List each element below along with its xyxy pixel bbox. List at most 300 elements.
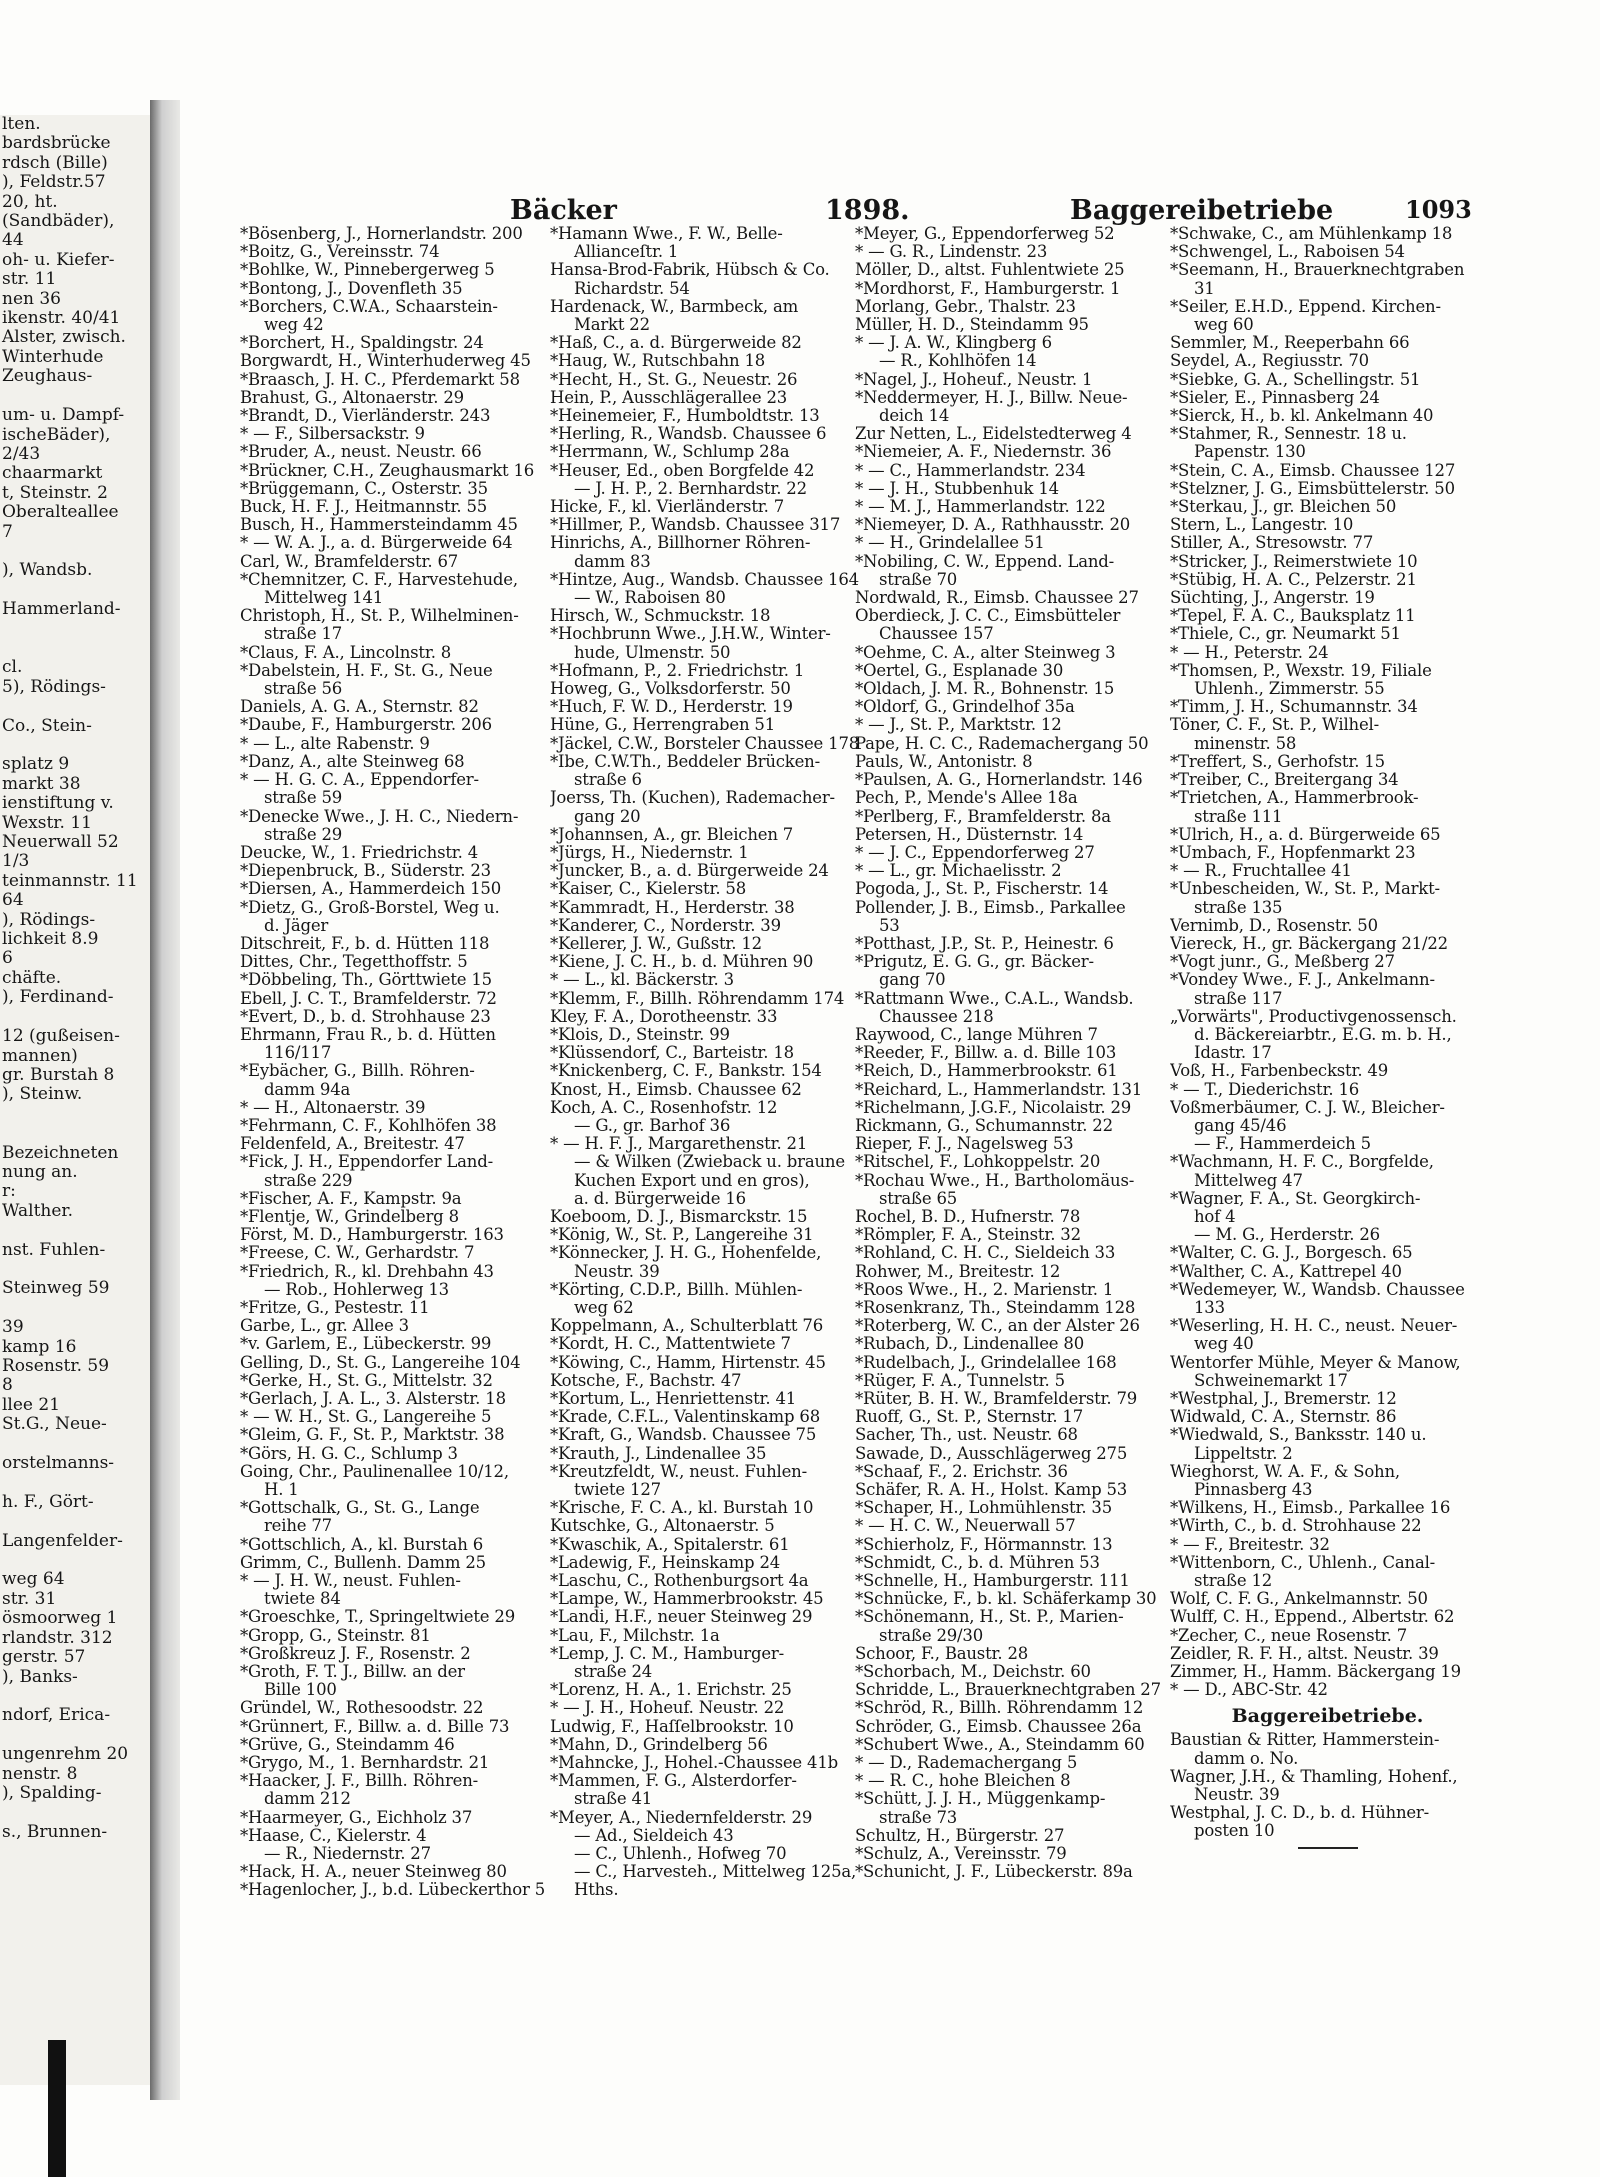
entry-continuation: — M. G., Herderstr. 26: [1194, 1225, 1380, 1245]
directory-entry: Kley, F. A., Dorotheenstr. 33: [550, 1006, 778, 1026]
strip-line: Wexstr. 11: [2, 812, 92, 833]
directory-entry: *Hochbrunn Wwe., J.H.W., Winter-: [550, 624, 831, 644]
directory-entry: Westphal, J. C. D., b. d. Hühner-: [1170, 1803, 1429, 1823]
directory-entry: *Gottschalk, G., St. G., Lange: [240, 1498, 480, 1518]
directory-entry: *Hintze, Aug., Wandsb. Chaussee 164: [550, 569, 859, 589]
directory-entry: * — R., Fruchtallee 41: [1170, 861, 1352, 881]
directory-entry: *Großkreuz J. F., Rosenstr. 2: [240, 1643, 471, 1663]
directory-entry: Morlang, Gebr., Thalstr. 23: [855, 296, 1076, 316]
directory-entry: *Oertel, G., Esplanade 30: [855, 660, 1064, 680]
strip-line: [0, 1512, 150, 1531]
directory-entry: *Stübig, H. A. C., Pelzerstr. 21: [1170, 569, 1417, 589]
directory-entry: * — H., Peterstr. 24: [1170, 642, 1329, 662]
directory-entry: *Mordhorst, F., Hamburgerstr. 1: [855, 278, 1121, 298]
directory-entry: *Schröd, R., Billh. Röhrendamm 12: [855, 1698, 1144, 1718]
directory-entry: * — J., St. P., Marktstr. 12: [855, 715, 1062, 735]
directory-entry: *Treffert, S., Gerhofstr. 15: [1170, 751, 1385, 771]
strip-line: ), Ferdinand-: [2, 987, 114, 1008]
directory-entry: *Ulrich, H., a. d. Bürgerweide 65: [1170, 824, 1441, 844]
strip-line: str. 31: [2, 1588, 57, 1609]
entry-continuation: Mittelweg 47: [1194, 1170, 1303, 1190]
directory-entry: *Schubert Wwe., A., Steindamm 60: [855, 1734, 1145, 1754]
directory-entry: *Nobiling, C. W., Eppend. Land-: [855, 551, 1115, 571]
directory-entry: Hüne, G., Herrengraben 51: [550, 715, 776, 735]
directory-entry: *Schulz, A., Vereinsstr. 79: [855, 1844, 1067, 1864]
directory-entry: Vernimb, D., Rosenstr. 50: [1170, 915, 1378, 935]
directory-entry: *Rüter, B. H. W., Bramfelderstr. 79: [855, 1389, 1138, 1408]
directory-entry: *Schnücke, F., b. kl. Schäferkamp 30: [855, 1589, 1157, 1609]
directory-entry: „Vorwärts", Productivgenossensch.: [1170, 1006, 1457, 1026]
directory-entry: *Ibe, C.W.Th., Beddeler Brücken-: [550, 751, 820, 771]
directory-entry: *Gleim, G. F., St. P., Marktstr. 38: [240, 1425, 505, 1445]
directory-entry: * — H. F. J., Margarethenstr. 21: [550, 1134, 808, 1154]
directory-entry: *Mahncke, J., Hohel.-Chaussee 41b: [550, 1753, 838, 1773]
strip-line: 2/43: [2, 443, 41, 464]
entry-continuation: minenstr. 58: [1194, 733, 1297, 753]
directory-entry: *Wagner, F. A., St. Georgkirch-: [1170, 1188, 1421, 1208]
directory-entry: *Richelmann, J.G.F., Nicolaistr. 29: [855, 1097, 1132, 1117]
header-left-title: Bäcker: [510, 195, 617, 226]
entry-continuation: weg 62: [574, 1297, 634, 1317]
directory-entry: Dittes, Chr., Tegetthoffstr. 5: [240, 952, 468, 972]
directory-entry: *Huch, F. W. D., Herderstr. 19: [550, 697, 793, 717]
column-2: [550, 225, 865, 1900]
directory-entry: * — F., Silbersackstr. 9: [240, 424, 425, 444]
directory-entry: *Mahn, D., Grindelberg 56: [550, 1734, 768, 1754]
directory-entry: *Timm, J. H., Schumannstr. 34: [1170, 697, 1418, 717]
directory-entry: *Haug, W., Rutschbahn 18: [550, 351, 766, 371]
directory-entry: *Weserling, H. H. C., neust. Neuer-: [1170, 1316, 1458, 1336]
directory-entry: Schröder, G., Eimsb. Chaussee 26a: [855, 1716, 1142, 1736]
directory-entry: *Thiele, C., gr. Neumarkt 51: [1170, 624, 1401, 644]
directory-entry: Pollender, J. B., Eimsb., Parkallee: [855, 897, 1126, 917]
directory-entry: Ludwig, F., Haſſelbrookstr. 10: [550, 1716, 794, 1736]
strip-line: 12 (gußeisen-: [2, 1026, 120, 1047]
directory-entry: * — C., Hammerlandstr. 234: [855, 460, 1086, 480]
entry-continuation: straße 12: [1194, 1571, 1273, 1591]
directory-entry: * — D., ABC-Str. 42: [1170, 1680, 1328, 1700]
directory-entry: *Boitz, G., Vereinsstr. 74: [240, 242, 440, 262]
directory-entry: *Juncker, B., a. d. Bürgerweide 24: [550, 861, 829, 881]
strip-line: Zeughaus-: [2, 366, 93, 387]
directory-entry: *Groeschke, T., Springeltwiete 29: [240, 1607, 516, 1627]
strip-line: oh- u. Kiefer-: [2, 249, 115, 270]
entry-continuation: straße 56: [264, 679, 343, 699]
entry-continuation: Papenstr. 130: [1194, 442, 1306, 462]
strip-line: splatz 9: [2, 754, 70, 775]
strip-line: [0, 1726, 150, 1745]
strip-line: 7: [2, 521, 13, 542]
directory-entry: *Bontong, J., Dovenfleth 35: [240, 278, 463, 298]
directory-entry: Schridde, L., Brauerknechtgraben 27: [855, 1680, 1161, 1700]
directory-entry: *Schwake, C., am Mühlenkamp 18: [1170, 225, 1453, 243]
directory-entry: Kotsche, F., Bachstr. 47: [550, 1370, 742, 1390]
directory-entry: *Hecht, H., St. G., Neuestr. 26: [550, 369, 798, 389]
directory-entry: Wagner, J.H., & Thamling, Hohenf.,: [1170, 1766, 1458, 1786]
entry-continuation: H. 1: [264, 1480, 299, 1500]
directory-entry: Rochel, B. D., Hufnerstr. 78: [855, 1206, 1081, 1226]
directory-entry: *Borchert, H., Spaldingstr. 24: [240, 333, 484, 353]
directory-entry: *Zecher, C., neue Rosenstr. 7: [1170, 1625, 1408, 1645]
directory-entry: *Schierholz, F., Hörmannstr. 13: [855, 1534, 1113, 1554]
entry-continuation: gang 20: [574, 806, 641, 826]
directory-entry: * — M. J., Hammerlandstr. 122: [855, 497, 1106, 517]
strip-line: Bezeichneten: [2, 1142, 119, 1163]
entry-continuation: hof 4: [1194, 1206, 1236, 1226]
directory-entry: *Brüggemann, C., Osterstr. 35: [240, 478, 488, 498]
directory-entry: Zimmer, H., Hamm. Bäckergang 19: [1170, 1662, 1461, 1682]
directory-entry: *Döbbeling, Th., Görttwiete 15: [240, 970, 492, 990]
directory-entry: *Krade, C.F.L., Valentinskamp 68: [550, 1407, 821, 1427]
entry-continuation: — R., Kohlhöfen 14: [879, 351, 1037, 371]
directory-entry: Hein, P., Ausschlägerallee 23: [550, 387, 788, 407]
directory-entry: Ehrmann, Frau R., b. d. Hütten: [240, 1024, 496, 1044]
strip-line: 8: [2, 1375, 13, 1396]
strip-line: ), Steinw.: [2, 1084, 83, 1105]
entry-continuation: 133: [1194, 1297, 1225, 1317]
directory-entry: Gründel, W., Rothesoodstr. 22: [240, 1698, 484, 1718]
directory-entry: Ebell, J. C. T., Bramfelderstr. 72: [240, 988, 497, 1008]
entry-continuation: — C., Harvesteh., Mittelweg 125a,: [574, 1862, 857, 1882]
entry-continuation: damm 83: [574, 551, 651, 571]
column-1: [240, 225, 555, 1900]
entry-continuation: damm 212: [264, 1789, 351, 1809]
entry-continuation: weg 40: [1194, 1334, 1254, 1354]
directory-entry: *Rattmann Wwe., C.A.L., Wandsb.: [855, 988, 1134, 1008]
binding-mark: [48, 2040, 66, 2177]
directory-entry: Töner, C. F., St. P., Wilhel-: [1170, 715, 1379, 735]
strip-line: str. 11: [2, 269, 57, 290]
strip-line: cl.: [2, 657, 23, 678]
directory-entry: Stern, L., Langestr. 10: [1170, 515, 1354, 535]
entry-continuation: — Rob., Hohlerweg 13: [264, 1279, 449, 1299]
directory-entry: Nordwald, R., Eimsb. Chaussee 27: [855, 588, 1139, 608]
directory-entry: *Laschu, C., Rothenburgsort 4a: [550, 1571, 809, 1591]
directory-entry: *Vondey Wwe., F. J., Ankelmann-: [1170, 970, 1435, 990]
directory-entry: *Haase, C., Kielerstr. 4: [240, 1825, 427, 1845]
strip-line: Rosenstr. 59: [2, 1356, 110, 1376]
strip-line: Steinweg 59: [2, 1278, 110, 1299]
strip-line: um- u. Dampf-: [2, 405, 125, 426]
directory-entry: *Brückner, C.H., Zeughausmarkt 16: [240, 460, 535, 480]
directory-entry: Pogoda, J., St. P., Fischerstr. 14: [855, 879, 1109, 899]
directory-entry: *Perlberg, F., Bramfelderstr. 8a: [855, 806, 1111, 826]
directory-entry: *Trietchen, A., Hammerbrook-: [1170, 788, 1419, 808]
directory-entry: Howeg, G., Volksdorferstr. 50: [550, 679, 791, 699]
strip-line: Walther.: [2, 1200, 74, 1221]
strip-line: Co., Stein-: [2, 715, 92, 736]
page-header: [195, 195, 1480, 227]
directory-entry: *Hillmer, P., Wandsb. Chaussee 317: [550, 515, 841, 535]
entry-continuation: damm 94a: [264, 1079, 351, 1099]
directory-entry: *Kanderer, C., Norderstr. 39: [550, 915, 781, 935]
directory-entry: * — H. G. C. A., Eppendorfer-: [240, 770, 479, 790]
strip-line: llee 21: [2, 1394, 61, 1415]
directory-entry: *Siebke, G. A., Schellingstr. 51: [1170, 369, 1421, 389]
entry-continuation: — C., Uhlenh., Hofweg 70: [574, 1844, 787, 1864]
strip-line: Oberalteallee: [2, 502, 119, 523]
strip-line: [0, 1687, 150, 1706]
directory-entry: *Lorenz, H. A., 1. Erichstr. 25: [550, 1680, 792, 1700]
directory-entry: Brahust, G., Altonaerstr. 29: [240, 387, 464, 407]
directory-entry: Zur Netten, L., Eidelstedterweg 4: [855, 424, 1132, 444]
page-number: 1093: [1405, 195, 1472, 224]
strip-line: ndorf, Erica-: [2, 1705, 111, 1726]
directory-entry: *Wittenborn, C., Uhlenh., Canal-: [1170, 1552, 1436, 1572]
directory-entry: *Schaper, H., Lohmühlenstr. 35: [855, 1498, 1113, 1518]
directory-entry: *Tepel, F. A. C., Bauksplatz 11: [1170, 606, 1416, 626]
strip-line: markt 38: [2, 773, 81, 794]
directory-entry: Kutschke, G., Altonaerstr. 5: [550, 1516, 775, 1536]
strip-line: Hammerland-: [2, 599, 121, 620]
directory-entry: *Thomsen, P., Wexstr. 19, Filiale: [1170, 660, 1432, 680]
directory-entry: *Reeder, F., Billw. a. d. Bille 103: [855, 1043, 1117, 1063]
directory-entry: *Roos Wwe., H., 2. Marienstr. 1: [855, 1279, 1114, 1299]
strip-line: t, Steinstr. 2: [2, 482, 109, 503]
directory-entry: *Kordt, H. C., Mattentwiete 7: [550, 1334, 791, 1354]
directory-entry: * — H. C. W., Neuerwall 57: [855, 1516, 1076, 1536]
directory-entry: Zeidler, R. F. H., altst. Neustr. 39: [1170, 1643, 1439, 1663]
directory-entry: *Evert, D., b. d. Strohhause 23: [240, 1006, 491, 1026]
previous-page-strip: [0, 115, 150, 2085]
strip-line: nst. Fuhlen-: [2, 1239, 106, 1260]
directory-entry: *v. Garlem, E., Lübeckerstr. 99: [240, 1334, 492, 1354]
directory-entry: *Köwing, C., Hamm, Hirtenstr. 45: [550, 1352, 826, 1372]
strip-line: ungenrehm 20: [2, 1744, 129, 1765]
strip-line: s., Brunnen-: [2, 1821, 108, 1842]
directory-entry: *Meyer, G., Eppendorferweg 52: [855, 225, 1115, 243]
directory-entry: Hinrichs, A., Billhorner Röhren-: [550, 533, 811, 553]
directory-entry: *Landi, H.F., neuer Steinweg 29: [550, 1607, 813, 1627]
directory-entry: *Westphal, J., Bremerstr. 12: [1170, 1389, 1397, 1408]
strip-line: Alster, zwisch.: [2, 327, 126, 348]
directory-entry: *Schaaf, F., 2. Erichstr. 36: [855, 1461, 1068, 1481]
entry-continuation: gang 70: [879, 970, 946, 990]
strip-line: weg 64: [2, 1569, 65, 1590]
entry-continuation: straße 111: [1194, 806, 1283, 826]
directory-entry: *Seiler, E.H.D., Eppend. Kirchen-: [1170, 296, 1441, 316]
strip-line: [0, 581, 150, 600]
directory-entry: Gelling, D., St. G., Langereihe 104: [240, 1352, 521, 1372]
entry-continuation: Richardstr. 54: [574, 278, 690, 298]
directory-entry: *Prigutz, E. G. G., gr. Bäcker-: [855, 952, 1094, 972]
entry-continuation: straße 17: [264, 624, 343, 644]
directory-entry: *Oldorf, G., Grindelhof 35a: [855, 697, 1075, 717]
directory-entry: Raywood, C., lange Mühren 7: [855, 1024, 1098, 1044]
entry-continuation: straße 41: [574, 1789, 653, 1809]
entry-continuation: twiete 84: [264, 1589, 341, 1609]
entry-continuation: Neustr. 39: [574, 1261, 660, 1281]
directory-entry: *Krauth, J., Lindenallee 35: [550, 1443, 767, 1463]
strip-line: [0, 1299, 150, 1318]
directory-entry: Voß, H., Farbenbeckstr. 49: [1170, 1061, 1389, 1081]
directory-entry: *Knickenberg, C. F., Bankstr. 154: [550, 1061, 822, 1081]
entry-continuation: Bille 100: [264, 1680, 337, 1700]
directory-entry: Pauls, W., Antonistr. 8: [855, 751, 1033, 771]
directory-entry: *Könnecker, J. H. G., Hohenfelde,: [550, 1243, 822, 1263]
directory-entry: *Kiene, J. C. H., b. d. Mühren 90: [550, 952, 814, 972]
strip-line: rdsch (Bille): [2, 152, 108, 173]
directory-entry: *Ladewig, F., Heinskamp 24: [550, 1552, 781, 1572]
directory-entry: Borgwardt, H., Winterhuderweg 45: [240, 351, 531, 371]
directory-entry: Sawade, D., Ausschlägerweg 275: [855, 1443, 1128, 1463]
directory-entry: *Treiber, C., Breitergang 34: [1170, 770, 1399, 790]
entry-continuation: straße 70: [879, 569, 958, 589]
directory-entry: *Flentje, W., Grindelberg 8: [240, 1206, 459, 1226]
directory-entry: *Seemann, H., Brauerknechtgraben: [1170, 260, 1465, 280]
directory-entry: Stiller, A., Stresowstr. 77: [1170, 533, 1374, 553]
entry-continuation: — G., gr. Barhof 36: [574, 1115, 731, 1135]
directory-entry: *Stahmer, R., Sennestr. 18 u.: [1170, 424, 1407, 444]
strip-line: [0, 1008, 150, 1027]
directory-entry: *Jürgs, H., Niedernstr. 1: [550, 842, 749, 862]
strip-line: ), Banks-: [2, 1666, 78, 1687]
strip-line: gerstr. 57: [2, 1647, 86, 1668]
strip-line: teinmannstr. 11: [2, 870, 138, 891]
directory-entry: Semmler, M., Reeperbahn 66: [1170, 333, 1410, 353]
directory-entry: *Römpler, F. A., Steinstr. 32: [855, 1225, 1081, 1245]
directory-entry: *Paulsen, A. G., Hornerlandstr. 146: [855, 770, 1143, 790]
directory-entry: *Rubach, D., Lindenallee 80: [855, 1334, 1085, 1354]
directory-entry: *Wachmann, H. F. C., Borgfelde,: [1170, 1152, 1434, 1172]
directory-entry: Seydel, A., Regiusstr. 70: [1170, 351, 1369, 371]
directory-entry: *Diepenbruck, B., Süderstr. 23: [240, 861, 491, 881]
strip-line: lichkeit 8.9: [2, 929, 99, 950]
directory-entry: *Sterkau, J., gr. Bleichen 50: [1170, 497, 1397, 517]
entry-continuation: Uhlenh., Zimmerstr. 55: [1194, 679, 1385, 699]
entry-continuation: straße 29/30: [879, 1625, 984, 1645]
strip-line: ischeBäder),: [2, 424, 111, 445]
strip-line: nung an.: [2, 1161, 78, 1182]
directory-entry: *Schorbach, M., Deichstr. 60: [855, 1662, 1091, 1682]
directory-entry: Widwald, C. A., Sternstr. 86: [1170, 1407, 1397, 1427]
entry-continuation: straße 29: [264, 824, 343, 844]
directory-entry: *Kortum, L., Henriettenstr. 41: [550, 1389, 797, 1408]
entry-continuation: Allianceſtr. 1: [574, 242, 679, 262]
strip-line: 20, ht.: [2, 191, 58, 212]
strip-line: bardsbrücke: [2, 133, 111, 154]
strip-line: ), Wandsb.: [2, 560, 93, 581]
strip-line: [0, 1435, 150, 1454]
directory-entry: *Reichard, L., Hammerlandstr. 131: [855, 1079, 1143, 1099]
directory-entry: Feldenfeld, A., Breitestr. 47: [240, 1134, 465, 1154]
directory-entry: *Denecke Wwe., J. H. C., Niedern-: [240, 806, 519, 826]
directory-entry: *Schnelle, H., Hamburgerstr. 111: [855, 1571, 1130, 1591]
directory-entry: *Rüger, F. A., Tunnelstr. 5: [855, 1370, 1065, 1390]
directory-entry: Ruoff, G., St. P., Sternstr. 17: [855, 1407, 1084, 1427]
directory-entry: *Fischer, A. F., Kampstr. 9a: [240, 1188, 462, 1208]
directory-entry: Oberdieck, J. C. C., Eimsbütteler: [855, 606, 1121, 626]
directory-entry: Viereck, H., gr. Bäckergang 21/22: [1170, 933, 1448, 953]
strip-line: [0, 736, 150, 755]
directory-entry: *Grygo, M., 1. Bernhardstr. 21: [240, 1753, 490, 1773]
directory-entry: Pape, H. C. C., Rademachergang 50: [855, 733, 1149, 753]
directory-entry: *Gerlach, J. A. L., 3. Alsterstr. 18: [240, 1389, 506, 1408]
directory-entry: * — R. C., hohe Bleichen 8: [855, 1771, 1071, 1791]
directory-entry: Garbe, L., gr. Allee 3: [240, 1316, 409, 1336]
directory-entry: Süchting, J., Angerstr. 19: [1170, 588, 1375, 608]
strip-line: 1/3: [2, 851, 30, 872]
directory-entry: *Eybächer, G., Billh. Röhren-: [240, 1061, 475, 1081]
directory-entry: *Hofmann, P., 2. Friedrichstr. 1: [550, 660, 805, 680]
directory-entry: *Bohlke, W., Pinnebergerweg 5: [240, 260, 495, 280]
entry-continuation: straße 117: [1194, 988, 1283, 1008]
directory-entry: *Kwaschik, A., Spitalerstr. 61: [550, 1534, 790, 1554]
directory-entry: *Kaiser, C., Kielerstr. 58: [550, 879, 747, 899]
column-4: [1170, 225, 1485, 1855]
entry-continuation: damm o. No.: [1194, 1748, 1299, 1768]
strip-line: ), Spalding-: [2, 1782, 102, 1803]
directory-entry: * — J. A. W., Klingberg 6: [855, 333, 1052, 353]
directory-entry: *Heinemeier, F., Humboldtstr. 13: [550, 406, 820, 426]
directory-entry: * — L., kl. Bäckerstr. 3: [550, 970, 734, 990]
strip-line: 64: [2, 890, 24, 911]
directory-entry: Voßmerbäumer, C. J. W., Bleicher-: [1170, 1097, 1445, 1117]
entry-continuation: gang 45/46: [1194, 1115, 1287, 1135]
end-rule: [1298, 1847, 1358, 1849]
directory-entry: Wentorfer Mühle, Meyer & Manow,: [1170, 1352, 1461, 1372]
directory-entry: Pech, P., Mende's Allee 18a: [855, 788, 1078, 808]
directory-entry: * — J. H., Stubbenhuk 14: [855, 478, 1059, 498]
entry-continuation: reihe 77: [264, 1516, 332, 1536]
directory-entry: *König, W., St. P., Langereihe 31: [550, 1225, 814, 1245]
directory-entry: Carl, W., Bramfelderstr. 67: [240, 551, 459, 571]
strip-line: [0, 1551, 150, 1570]
entry-continuation: d. Jäger: [264, 915, 329, 935]
entry-continuation: straße 229: [264, 1170, 353, 1190]
directory-entry: Baustian & Ritter, Hammerstein-: [1170, 1730, 1440, 1750]
directory-entry: *Jäckel, C.W., Borsteler Chaussee 178: [550, 733, 860, 753]
directory-entry: Petersen, H., Düsternstr. 14: [855, 824, 1084, 844]
directory-entry: Joerss, Th. (Kuchen), Rademacher-: [550, 788, 835, 808]
strip-line: ), Feldstr.57: [2, 172, 106, 193]
entry-continuation: weg 60: [1194, 315, 1254, 335]
entry-continuation: Chaussee 218: [879, 1006, 994, 1026]
directory-entry: Hansa-Brod-Fabrik, Hübsch & Co.: [550, 260, 830, 280]
directory-entry: *Gerke, H., St. G., Mittelstr. 32: [240, 1370, 493, 1390]
strip-line: [0, 639, 150, 658]
strip-line: [0, 1260, 150, 1279]
directory-entry: *Schütt, J. J. H., Müggenkamp-: [855, 1789, 1106, 1809]
directory-entry: *Wiedwald, S., Banksstr. 140 u.: [1170, 1425, 1427, 1445]
directory-entry: * — L., alte Rabenstr. 9: [240, 733, 430, 753]
directory-entry: *Rosenkranz, Th., Steindamm 128: [855, 1297, 1136, 1317]
entry-continuation: Chaussee 157: [879, 624, 994, 644]
directory-entry: *Gottschlich, A., kl. Burstah 6: [240, 1534, 484, 1554]
directory-entry: *Klemm, F., Billh. Röhrendamm 174: [550, 988, 845, 1008]
directory-entry: *Danz, A., alte Steinweg 68: [240, 751, 465, 771]
directory-entry: *Rudelbach, J., Grindelallee 168: [855, 1352, 1117, 1372]
directory-entry: *Mammen, F. G., Alsterdorfer-: [550, 1771, 797, 1791]
directory-entry: *Kellerer, J. W., Gußstr. 12: [550, 933, 762, 953]
directory-entry: *Borchers, C.W.A., Schaarstein-: [240, 296, 498, 316]
directory-entry: *Heuser, Ed., oben Borgfelde 42: [550, 460, 815, 480]
directory-entry: *Rohland, C. H. C., Sieldeich 33: [855, 1243, 1116, 1263]
entry-continuation: Pinnasberg 43: [1194, 1480, 1313, 1500]
directory-entry: * — J. C., Eppendorferweg 27: [855, 842, 1095, 862]
directory-entry: Sacher, Th., ust. Neustr. 68: [855, 1425, 1078, 1445]
directory-entry: *Lemp, J. C. M., Hamburger-: [550, 1643, 784, 1663]
directory-entry: *Claus, F. A., Lincolnstr. 8: [240, 642, 452, 662]
directory-entry: Möller, D., altst. Fuhlentwiete 25: [855, 260, 1125, 280]
strip-line: St.G., Neue-: [2, 1414, 107, 1435]
directory-entry: * — G. R., Lindenstr. 23: [855, 242, 1048, 262]
directory-entry: *Daube, F., Hamburgerstr. 206: [240, 715, 492, 735]
directory-entry: *Stricker, J., Reimerstwiete 10: [1170, 551, 1418, 571]
entry-continuation: straße 135: [1194, 897, 1283, 917]
directory-entry: * — L., gr. Michaelisstr. 2: [855, 861, 1062, 881]
directory-entry: * — J. H. W., neust. Fuhlen-: [240, 1571, 461, 1591]
